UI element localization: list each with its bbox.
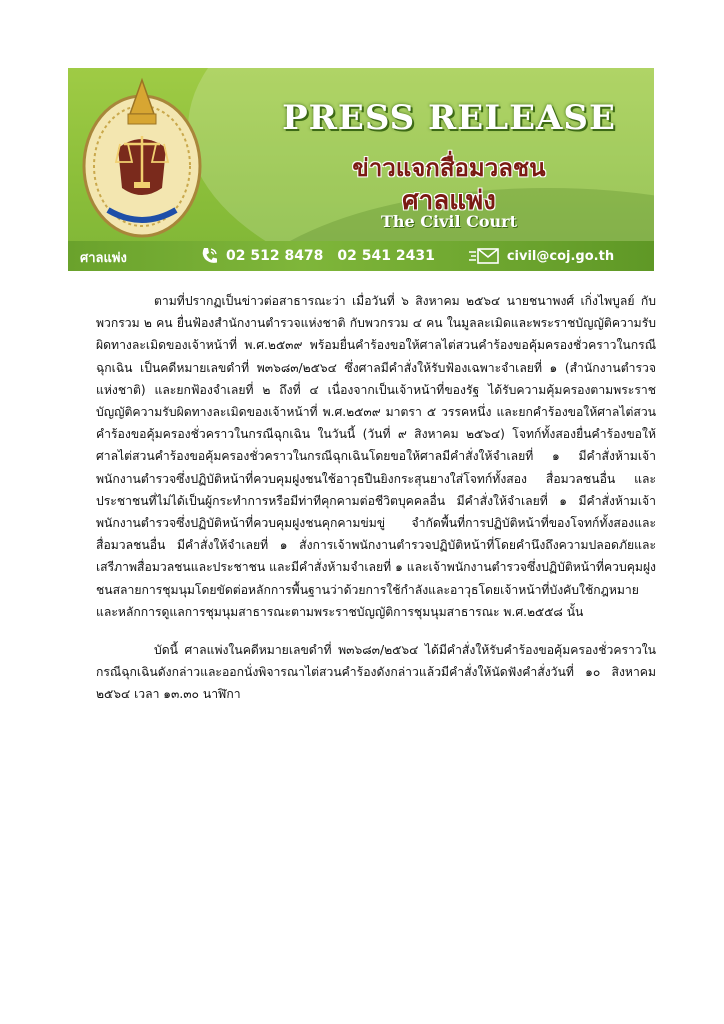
court-emblem-icon — [78, 70, 206, 242]
contact-row — [200, 244, 652, 268]
body-paragraph-1: ตามที่ปรากฏเป็นข่าวต่อสาธารณะว่า เมื่อวันที่ ๖ สิงหาคม ๒๕๖๔ นายชนาพงศ์ เกิ่งไพบูลย์ กับพวกรวม ๒ คน ยื่นฟ้องสำนักงานตำรวจแห่งชาติ กับพวกรวม ๔ คน ในมูลละเมิดและพระราชบัญญัติความรับผิดทางละเมิดของเจ้าหน้าที่ พ.ศ.๒๕๓๙ พร้อมยื่นคำร้องขอให้ศาลไต่สวนคำร้องขอคุ้มครองชั่วคราวในกรณีฉุกเฉิน เป็นคดีหมายเลขดำที่ พ๓๖๘๓/๒๕๖๔ ซึ่งศาลมีคำสั่งให้รับฟ้องเฉพาะจำเลยที่ ๑ (สำนักงานตำรวจแห่งชาติ) และยกฟ้องจำเลยที่ ๒ ถึงที่ ๔ เนื่องจากเป็นเจ้าหน้าที่ของรัฐ ได้รับความคุ้มครองตามพระราชบัญญัติความรับผิดทางละเมิดของเจ้าหน้าที่ พ.ศ.๒๕๓๙ มาตรา ๕ วรรคหนึ่ง และยกคำร้องขอให้ศาลไต่สวนคำร้องขอคุ้มครองชั่วคราวในกรณีฉุกเฉิน ในวันนี้ (วันที่ ๙ สิงหาคม ๒๕๖๔) โจทก์ทั้งสองยื่นคำร้องขอให้ศาลไต่สวนคำร้องขอคุ้มครองชั่วคราวในกรณีฉุกเฉินโดยขอให้ศาลมีคำสั่งให้จำเลยที่ ๑ มีคำสั่งห้ามเจ้าพนักงานตำรวจซึ่งปฏิบัติหน้าที่ควบคุมฝูงชนใช้อาวุธปืนยิงกระสุนยางใส่โจทก์ทั้งสอง สื่อมวลชนอื่น และประชาชนที่ไม่ได้เป็นผู้กระทำการหรือมีท่าทีคุกคามต่อชีวิตบุคคลอื่น มีคำสั่งให้จำเลยที่ ๑ มีคำสั่งห้ามเจ้าพนักงานตำรวจซึ่งปฏิบัติหน้าที่ควบคุมฝูงชนคุกคามข่มขู่ จำกัดพื้นที่การปฏิบัติหน้าที่ของโจทก์ทั้งสองและสื่อมวลชนอื่น มีคำสั่งให้จำเลยที่ ๑ สั่งการเจ้าพนักงานตำรวจปฏิบัติหน้าที่โดยคำนึงถึงความปลอดภัยและเสรีภาพสื่อมวลชนและประชาชน และมีคำสั่งห้ามจำเลยที่ ๑ และเจ้าพนักงานตำรวจซึ่งปฏิบัติหน้าที่ควบคุมฝูงชนสลายการชุมนุมโดยขัดต่อหลักการพื้นฐานว่าด้วยการใช้กำลังและอาวุธโดยเจ้าหน้าที่บังคับใช้กฎหมาย และหลักการดูแลการชุมนุมสาธารณะตามพระราชบัญญัติการชุมนุมสาธารณะ พ.ศ.๒๕๕๘ นั้น — [96, 294, 656, 619]
press-release-thai-subtitle: ข่าวแจกสื่อมวลชน — [352, 154, 546, 182]
email-link[interactable]: civil@coj.go.th — [506, 248, 615, 264]
press-release-body — [96, 290, 656, 706]
phone-icon — [200, 246, 218, 266]
phone-number-2[interactable]: 02 541 2431 — [337, 248, 435, 264]
court-name-english: The Civil Court — [381, 212, 517, 231]
press-release-banner — [68, 68, 654, 271]
press-release-title: PRESS RELEASE — [282, 98, 616, 138]
phone-number-1[interactable]: 02 512 8478 — [226, 248, 324, 264]
court-footer-label: ศาลแพ่ง — [80, 251, 127, 266]
court-name-thai: ศาลแพ่ง — [402, 186, 496, 216]
body-paragraph-2: บัดนี้ ศาลแพ่งในคดีหมายเลขดำที่ พ๓๖๘๓/๒๕๖๔ ได้มีคำสั่งให้รับคำร้องขอคุ้มครองชั่วคราวในกรณีฉุกเฉินดังกล่าวและออกนั่งพิจารณาไต่สวนคำร้องดังกล่าวแล้วมีคำสั่งให้นัดฟังคำสั่งวันที่ ๑๐ สิงหาคม ๒๕๖๔ เวลา ๑๓.๓๐ นาฬิกา — [96, 643, 656, 702]
mail-icon — [469, 247, 499, 265]
